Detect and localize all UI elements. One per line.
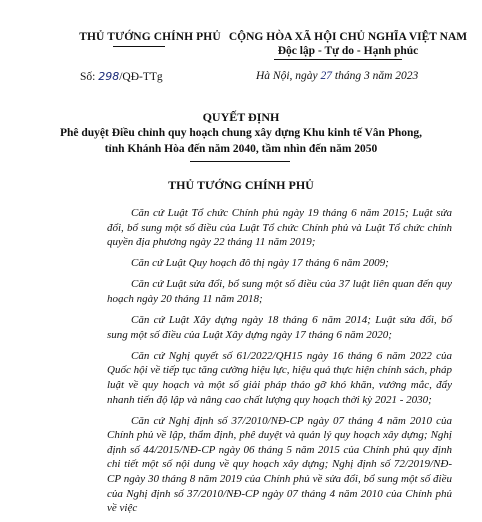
header-divider-right bbox=[274, 59, 402, 60]
header-divider-left bbox=[113, 46, 165, 47]
document-subject-line-2: tỉnh Khánh Hòa đến năm 2040, tầm nhìn đến năm 2050 bbox=[104, 143, 378, 155]
preamble-paragraph: Căn cứ Nghị định số 37/2010/NĐ-CP ngày 07 tháng 4 năm 2010 của Chính phủ về lập, thẩm định, phê duyệt và quản lý quy hoạch xây dựng; Nghị định số 44/2015/NĐ-CP ngày 06 tháng 5 năm 2015 của Chính phủ quy định chi tiết một số nội dung về quy hoạch xây dựng; Nghị định số 72/2019/NĐ-CP ngày 30 tháng 8 năm 2019 của Chính phủ về sửa đổi, bổ sung một số điều của Nghị định số 37/2010/NĐ-CP ngày 07 tháng 4 năm 2010 của Chính phủ về việc bbox=[107, 414, 452, 515]
preamble-paragraph: Căn cứ Luật Xây dựng ngày 18 tháng 6 năm 2014; Luật sửa đổi, bổ sung một số điều của Luật Xây dựng ngày 17 tháng 6 năm 2020; bbox=[107, 314, 452, 341]
document-number-prefix: Số: bbox=[80, 71, 96, 83]
title-divider bbox=[190, 161, 290, 162]
authority-heading: THỦ TƯỚNG CHÍNH PHỦ bbox=[168, 178, 314, 192]
preamble-paragraph: Căn cứ Luật Quy hoạch đô thị ngày 17 tháng 6 năm 2009; bbox=[131, 257, 389, 270]
document-number-suffix: /QĐ-TTg bbox=[119, 71, 163, 83]
place-date-prefix: Hà Nội, ngày bbox=[256, 70, 318, 82]
place-date-suffix: tháng 3 năm 2023 bbox=[334, 70, 419, 82]
preamble-paragraph: Căn cứ Nghị quyết số 61/2022/QH15 ngày 16 tháng 6 năm 2022 của Quốc hội về tiếp tục tăng cường hiệu lực, hiệu quả thực hiện chính sách, pháp luật về quy hoạch và một số giải pháp tháo gỡ khó khăn, vướng mắc, đẩy nhanh tiến độ lập và nâng cao chất lượng quy hoạch thời kỳ 2021 - 2030; bbox=[107, 349, 452, 406]
document-type: QUYẾT ĐỊNH bbox=[202, 110, 280, 124]
document-title bbox=[0, 110, 482, 157]
issuing-authority-name: THỦ TƯỚNG CHÍNH PHỦ bbox=[79, 31, 221, 43]
document-subject-line-1: Phê duyệt Điều chỉnh quy hoạch chung xây dựng Khu kinh tế Vân Phong, bbox=[59, 127, 423, 139]
issuing-authority bbox=[60, 31, 240, 43]
document-number-value: 298 bbox=[98, 70, 120, 83]
country-name: CỘNG HÒA XÃ HỘI CHỦ NGHĨA VIỆT NAM bbox=[228, 31, 468, 43]
preamble-paragraph: Căn cứ Luật Tổ chức Chính phủ ngày 19 tháng 6 năm 2015; Luật sửa đổi, bổ sung một số điều của Luật Tổ chức Chính phủ và Luật Tổ chức chính quyền địa phương ngày 22 tháng 11 năm 2019; bbox=[107, 207, 452, 249]
document-header bbox=[0, 31, 482, 91]
document-number bbox=[80, 70, 163, 83]
national-motto: Độc lập - Tự do - Hạnh phúc bbox=[277, 45, 419, 57]
date-day: 27 bbox=[320, 70, 333, 82]
document-body bbox=[107, 206, 452, 522]
national-title bbox=[222, 31, 474, 57]
preamble-paragraph: Căn cứ Luật sửa đổi, bổ sung một số điều của 37 luật liên quan đến quy hoạch ngày 20 tháng 11 năm 2018; bbox=[107, 278, 452, 305]
place-and-date bbox=[256, 70, 418, 82]
